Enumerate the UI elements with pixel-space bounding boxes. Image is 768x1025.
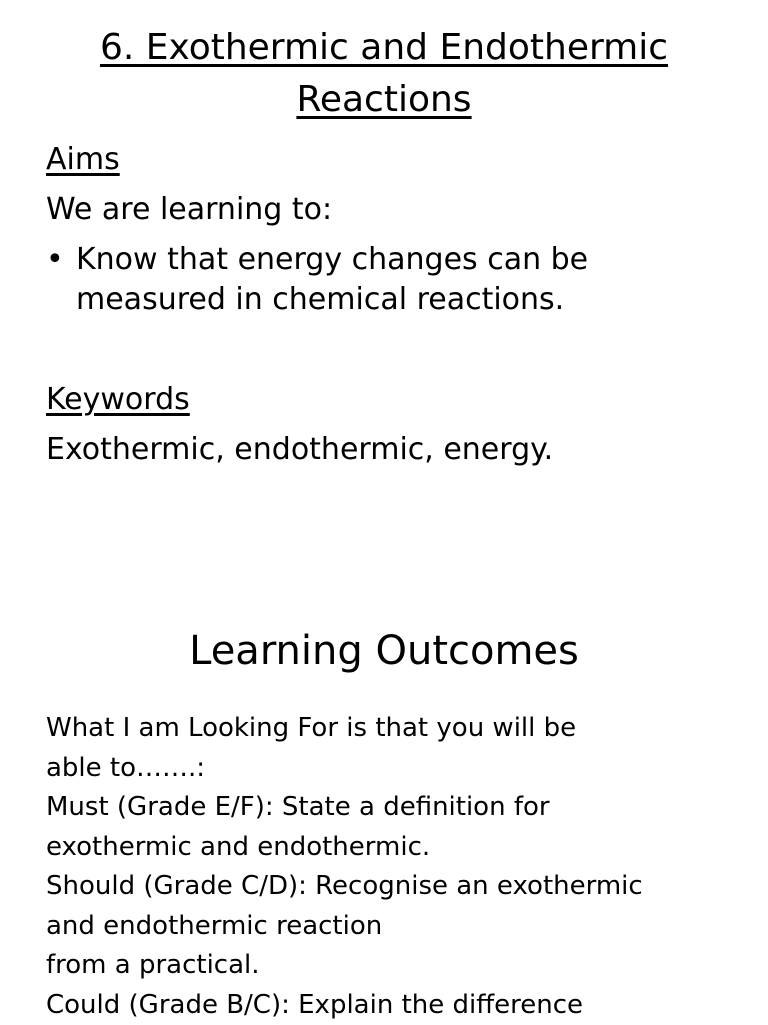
outcome-line: Must (Grade E/F): State a definition for <box>46 788 746 828</box>
outcome-line: Should (Grade C/D): Recognise an exothermic <box>46 867 746 907</box>
outcome-line: from a practical. <box>46 946 746 986</box>
keywords-heading: Keywords <box>46 380 190 420</box>
aims-list-item <box>46 240 726 320</box>
aims-heading: Aims <box>46 140 120 180</box>
bullet-icon: • <box>46 240 64 280</box>
page-title-line-2: Reactions <box>0 74 768 126</box>
learning-outcomes-heading: Learning Outcomes <box>0 624 768 678</box>
outcome-line: able to…….: <box>46 749 746 789</box>
outcome-line: exothermic and endothermic. <box>46 828 746 868</box>
learning-outcomes-body <box>46 709 746 1025</box>
outcome-line: What I am Looking For is that you will be <box>46 709 746 749</box>
aims-item-line-1: Know that energy changes can be <box>76 240 726 280</box>
aims-item-line-2: measured in chemical reactions. <box>76 280 726 320</box>
outcome-line: Could (Grade B/C): Explain the difference <box>46 986 746 1025</box>
outcome-line: and endothermic reaction <box>46 907 746 947</box>
page-title-line-1: 6. Exothermic and Endothermic <box>0 22 768 74</box>
aims-list <box>46 240 726 320</box>
aims-intro: We are learning to: <box>46 190 332 230</box>
keywords-text: Exothermic, endothermic, energy. <box>46 430 553 470</box>
page-title <box>0 22 768 126</box>
